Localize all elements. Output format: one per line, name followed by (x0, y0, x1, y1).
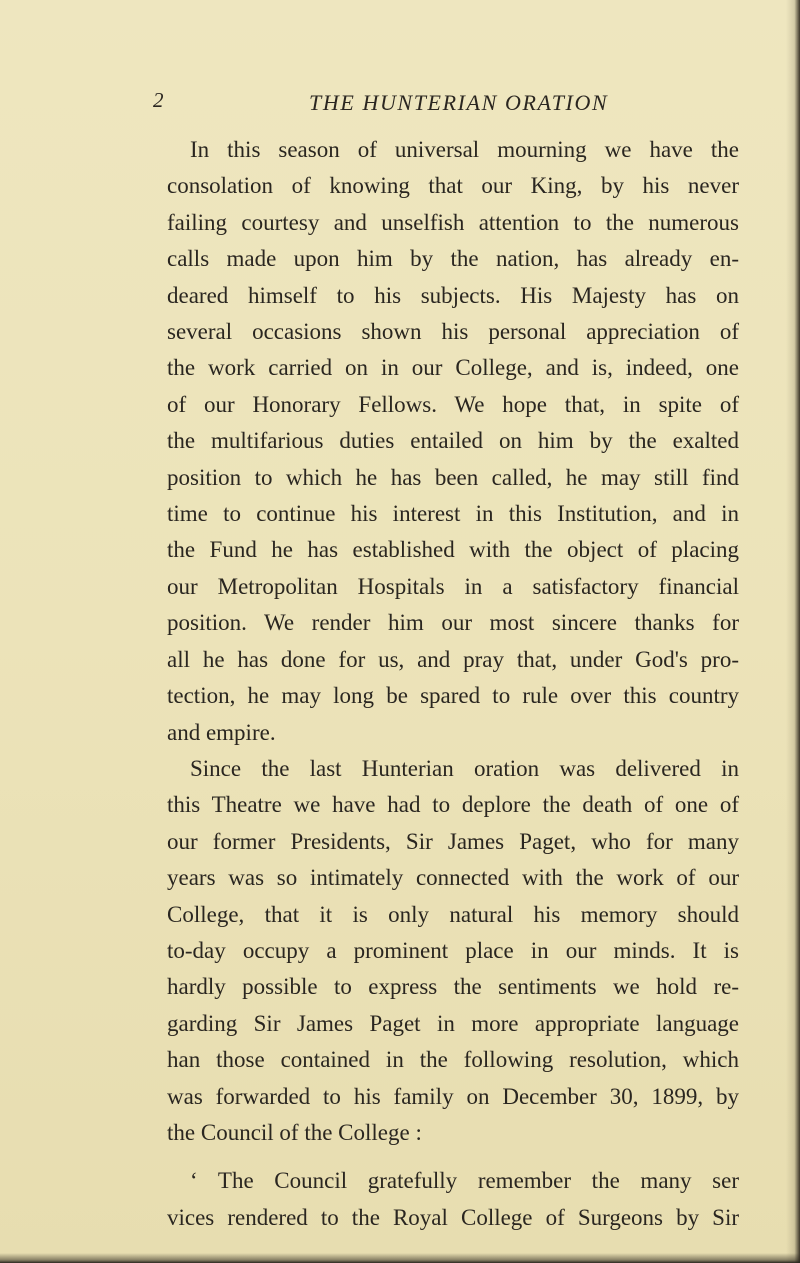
text-line: consolation of knowing that our King, by his never (167, 173, 739, 199)
text-line: to-day occupy a prominent place in our minds. It is (167, 937, 739, 963)
text-line: the Fund he has established with the object of placing (167, 537, 739, 563)
text-line: and empire. (167, 719, 276, 745)
running-head: THE HUNTERIAN ORATION (309, 90, 609, 115)
paragraph-3-quotation (167, 1163, 739, 1236)
text-line: vices rendered to the Royal College of Surgeons by Sir (167, 1204, 739, 1230)
text-line: time to continue his interest in this Institution, and in (167, 501, 739, 527)
text-line: han those contained in the following resolution, which (167, 1047, 739, 1073)
paragraph-gap (167, 1151, 739, 1163)
text-line: tection, he may long be spared to rule over this country (167, 683, 739, 709)
text-line: years was so intimately connected with the work of our (167, 865, 739, 891)
text-line: In this season of universal mourning we have the (190, 137, 739, 162)
text-line: of our Honorary Fellows. We hope that, in spite of (167, 391, 739, 417)
paragraph-1 (167, 132, 739, 751)
text-line: position. We render him our most sincere thanks for (167, 610, 739, 636)
text-line: several occasions shown his personal appreciation of (167, 319, 739, 345)
text-line: position to which he has been called, he may still find (167, 464, 739, 490)
page-header (0, 88, 800, 118)
page-bottom-shadow (0, 1253, 800, 1263)
text-line: the Council of the College : (167, 1119, 422, 1145)
page-number: 2 (153, 88, 164, 112)
text-line: the work carried on in our College, and is, indeed, one (167, 355, 739, 381)
text-line: failing courtesy and unselfish attention to the numerous (167, 209, 739, 235)
text-line: all he has done for us, and pray that, under God's pro- (167, 646, 739, 672)
text-line: College, that it is only natural his memory should (167, 901, 739, 927)
text-line: was forwarded to his family on December 30, 1899, by (167, 1083, 739, 1109)
text-line: calls made upon him by the nation, has already en- (167, 246, 739, 272)
body-text (167, 132, 739, 1236)
text-line: hardly possible to express the sentiments we hold re- (167, 974, 739, 1000)
text-line: this Theatre we have had to deplore the death of one of (167, 792, 739, 818)
page-edge-shadow (786, 0, 800, 1263)
text-line: garding Sir James Paget in more appropriate language (167, 1010, 739, 1036)
text-line: deared himself to his subjects. His Majesty has on (167, 282, 739, 308)
text-line: our former Presidents, Sir James Paget, who for many (167, 828, 739, 854)
paragraph-2 (167, 751, 739, 1151)
text-line: ‘ The Council gratefully remember the many ser (190, 1168, 739, 1194)
text-line: Since the last Hunterian oration was delivered in (190, 755, 739, 781)
text-line: the multifarious duties entailed on him by the exalted (167, 428, 739, 454)
text-line: our Metropolitan Hospitals in a satisfactory financial (167, 573, 739, 599)
